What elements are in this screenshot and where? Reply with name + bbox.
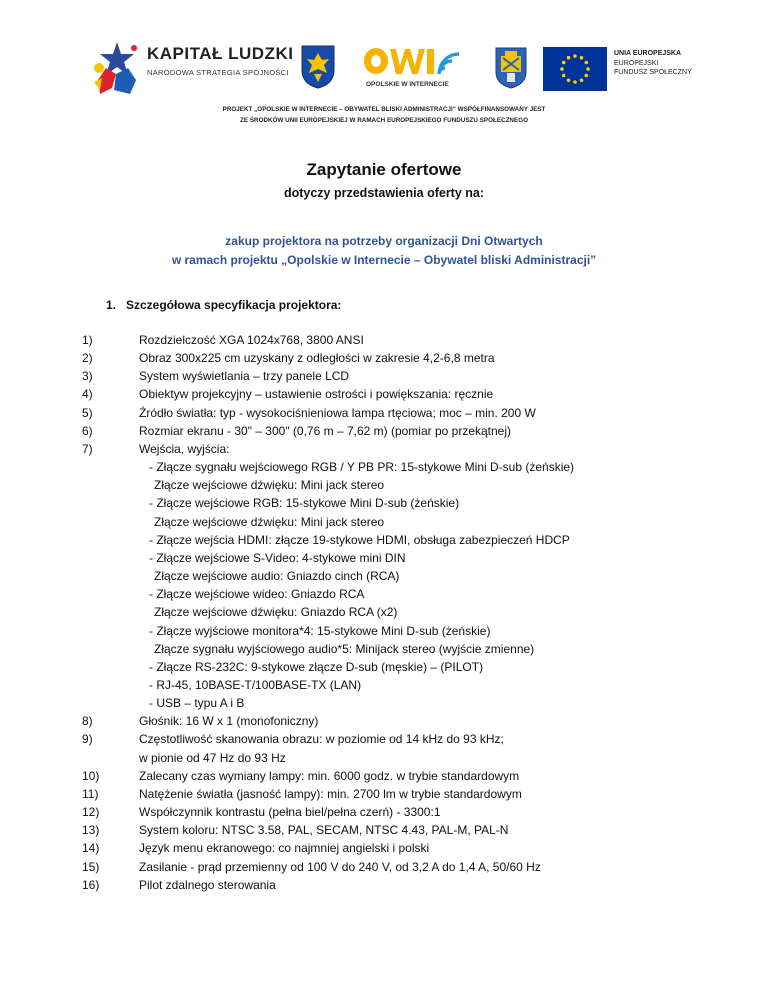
spec-item-text: Częstotliwość skanowania obrazu: w poziomie od 14 kHz do 93 kHz; (139, 732, 504, 747)
spec-item-text: - Złącze RS-232C: 9-stykowe złącze D-sub (męskie) – (PILOT) (149, 659, 484, 674)
kapital-ludzki-title: KAPITAŁ LUDZKI (147, 44, 294, 63)
spec-item-text: - USB – typu A i B (149, 696, 245, 711)
spec-list-item (82, 494, 722, 512)
spec-item-text: - Złącze wejściowe S-Video: 4-stykowe mini DIN (149, 550, 406, 565)
section-heading (106, 298, 341, 312)
eu-caption-line1: UNIA EUROPEJSKA (614, 50, 682, 57)
eu-caption (614, 49, 692, 78)
spec-list-item (82, 712, 722, 730)
spec-list-item (82, 858, 722, 876)
spec-item-text: - Złącze sygnału wejściowego RGB / Y PB PR: 15-stykowe Mini D-sub (żeńskie) (149, 460, 575, 475)
document-title: Zapytanie ofertowe (306, 160, 462, 179)
spec-item-text: Głośnik: 16 W x 1 (monofoniczny) (139, 714, 319, 729)
spec-item-number (82, 458, 139, 476)
spec-item-text: Wejścia, wyjścia: (139, 441, 230, 456)
spec-item-text: Zalecany czas wymiany lampy: min. 6000 godz. w trybie standardowym (139, 768, 520, 783)
spec-item-text: - Złącze wejściowe RGB: 15-stykowe Mini D-sub (żeńskie) (149, 496, 460, 511)
spec-item-number (82, 531, 139, 549)
spec-item-number: 6) (82, 423, 93, 438)
spec-list-item (82, 476, 722, 494)
spec-item-number: 4) (82, 387, 93, 402)
spec-item-number (82, 513, 139, 531)
spec-item-number: 16) (82, 877, 100, 892)
spec-item-number (82, 567, 139, 585)
spec-item-text: w pionie od 47 Hz do 93 Hz (139, 750, 286, 765)
spec-item-text: Rozdzielczość XGA 1024x768, 3800 ANSI (139, 333, 364, 347)
spec-item-number (82, 549, 139, 567)
spec-item-number: 10) (82, 768, 100, 783)
spec-item-number: 11) (82, 786, 99, 801)
owi-wifi-icon (362, 44, 472, 80)
spec-item-text: Obraz 300x225 cm uzyskany z odległości w zakresie 4,2-6,8 metra (139, 351, 495, 366)
spec-list-item (82, 385, 722, 403)
spec-item-text: Złącze wejściowe dźwięku: Gniazdo RCA (x2) (154, 605, 398, 620)
spec-item-number (82, 640, 139, 658)
spec-item-number: 9) (82, 732, 93, 747)
spec-list-item (82, 331, 722, 349)
spec-item-text: Język menu ekranowego: co najmniej angielski i polski (139, 841, 430, 856)
spec-list-item (82, 876, 722, 894)
spec-list-item (82, 440, 722, 458)
spec-item-number: 1) (82, 333, 93, 347)
spec-list-item (82, 821, 722, 839)
spec-list-item (82, 622, 722, 640)
spec-item-number (82, 749, 139, 767)
opole-city-coat-of-arms-icon (494, 46, 528, 90)
spec-item-text: Natężenie światła (jasność lampy): min. 2700 lm w trybie standardowym (139, 786, 522, 801)
spec-item-text: - RJ-45, 10BASE-T/100BASE-TX (LAN) (149, 677, 362, 692)
spec-item-text: Pilot zdalnego sterowania (139, 877, 276, 892)
kapital-ludzki-subtitle: NARODOWA STRATEGIA SPÓJNOŚCI (147, 68, 289, 77)
spec-list-item (82, 549, 722, 567)
project-cofinancing-note (0, 104, 768, 126)
spec-list-item (82, 585, 722, 603)
offer-topic (0, 232, 768, 270)
spec-list (82, 331, 722, 894)
owi-logo (362, 44, 472, 94)
spec-list-item (82, 640, 722, 658)
eu-flag-icon (543, 47, 607, 91)
spec-item-number (82, 676, 139, 694)
spec-list-item (82, 658, 722, 676)
spec-item-number: 5) (82, 405, 93, 420)
spec-list-item (82, 567, 722, 585)
spec-item-number: 12) (82, 805, 100, 820)
spec-list-item (82, 694, 722, 712)
spec-item-text: Rozmiar ekranu - 30" – 300" (0,76 m – 7,62 m) (pomiar po przekątnej) (139, 423, 512, 438)
spec-item-number (82, 658, 139, 676)
spec-item-text: Złącze wejściowe dźwięku: Mini jack stereo (154, 514, 385, 529)
spec-list-item (82, 603, 722, 621)
spec-item-number: 2) (82, 351, 93, 366)
spec-list-item (82, 422, 722, 440)
spec-item-text: System wyświetlania – trzy panele LCD (139, 369, 350, 384)
eu-caption-line3: FUNDUSZ SPOŁECZNY (614, 69, 692, 76)
spec-item-number: 15) (82, 859, 100, 874)
spec-list-item (82, 367, 722, 385)
spec-list-item (82, 404, 722, 422)
spec-item-number (82, 622, 139, 640)
spec-list-item (82, 513, 722, 531)
spec-list-item (82, 349, 722, 367)
spec-item-text: Złącze wejściowe dźwięku: Mini jack stereo (154, 478, 385, 493)
section-number: 1. (106, 298, 117, 312)
kapital-ludzki-emblem-icon (90, 38, 144, 96)
spec-list-item (82, 803, 722, 821)
spec-item-number (82, 476, 139, 494)
eu-caption-line2: EUROPEJSKI (614, 59, 659, 67)
offer-topic-line2: w ramach projektu „Opolskie w Internecie – Obywatel bliski Administracji” (171, 253, 597, 267)
spec-list-item (82, 676, 722, 694)
project-note-line2: ZE ŚRODKÓW UNII EUROPEJSKIEJ W RAMACH EUROPEJSKIEGO FUNDUSZU SPOŁECZNEGO (240, 117, 528, 124)
spec-list-item (82, 767, 722, 785)
spec-item-text: - Złącze wyjściowe monitora*4: 15-stykowe Mini D-sub (żeńskie) (149, 623, 491, 638)
spec-item-number (82, 694, 139, 712)
spec-item-text: Współczynnik kontrastu (pełna biel/pełna czerń) - 3300:1 (139, 805, 441, 820)
owi-subtitle: OPOLSKIE W INTERNECIE (366, 81, 449, 88)
kapital-ludzki-logo (90, 38, 294, 96)
spec-item-text: Zasilanie - prąd przemienny od 100 V do 240 V, od 3,2 A do 1,4 A, 50/60 Hz (139, 859, 541, 874)
spec-item-number (82, 603, 139, 621)
spec-list-item (82, 749, 722, 767)
spec-item-number (82, 494, 139, 512)
spec-item-text: Obiektyw projekcyjny – ustawienie ostrości i powiększania: ręcznie (139, 387, 494, 402)
project-note-line1: PROJEKT „OPOLSKIE W INTERNECIE – OBYWATEL BLISKI ADMINISTRACJI” WSPÓŁFINANSOWANY JEST (222, 106, 546, 113)
spec-list-item (82, 531, 722, 549)
spec-item-number: 3) (82, 369, 93, 384)
spec-item-text: - Złącze wejścia HDMI: złącze 19-stykowe HDMI, obsługa zabezpieczeń HDCP (149, 532, 570, 547)
spec-item-number: 8) (82, 714, 93, 729)
spec-item-text: Złącze sygnału wyjściowego audio*5: Minijack stereo (wyjście zmienne) (154, 641, 535, 656)
spec-list-item (82, 730, 722, 748)
offer-topic-line1: zakup projektora na potrzeby organizacji Dni Otwartych (225, 234, 543, 248)
spec-item-text: - Złącze wejściowe wideo: Gniazdo RCA (149, 587, 365, 602)
spec-list-item (82, 839, 722, 857)
spec-item-number (82, 585, 139, 603)
opolskie-coat-of-arms-icon (300, 44, 336, 90)
spec-list-item (82, 785, 722, 803)
document-subtitle: dotyczy przedstawienia oferty na: (283, 186, 485, 200)
spec-item-text: Złącze wejściowe audio: Gniazdo cinch (RCA) (154, 569, 400, 584)
spec-item-number: 7) (82, 441, 93, 456)
spec-item-text: Źródło światła: typ - wysokociśnieniowa lampa rtęciowa; moc – min. 200 W (139, 405, 536, 420)
spec-item-text: System koloru: NTSC 3.58, PAL, SECAM, NTSC 4.43, PAL-M, PAL-N (139, 823, 509, 838)
spec-list-item (82, 458, 722, 476)
section-title: Szczegółowa specyfikacja projektora: (126, 298, 342, 312)
spec-item-number: 13) (82, 823, 100, 838)
spec-item-number: 14) (82, 841, 100, 856)
